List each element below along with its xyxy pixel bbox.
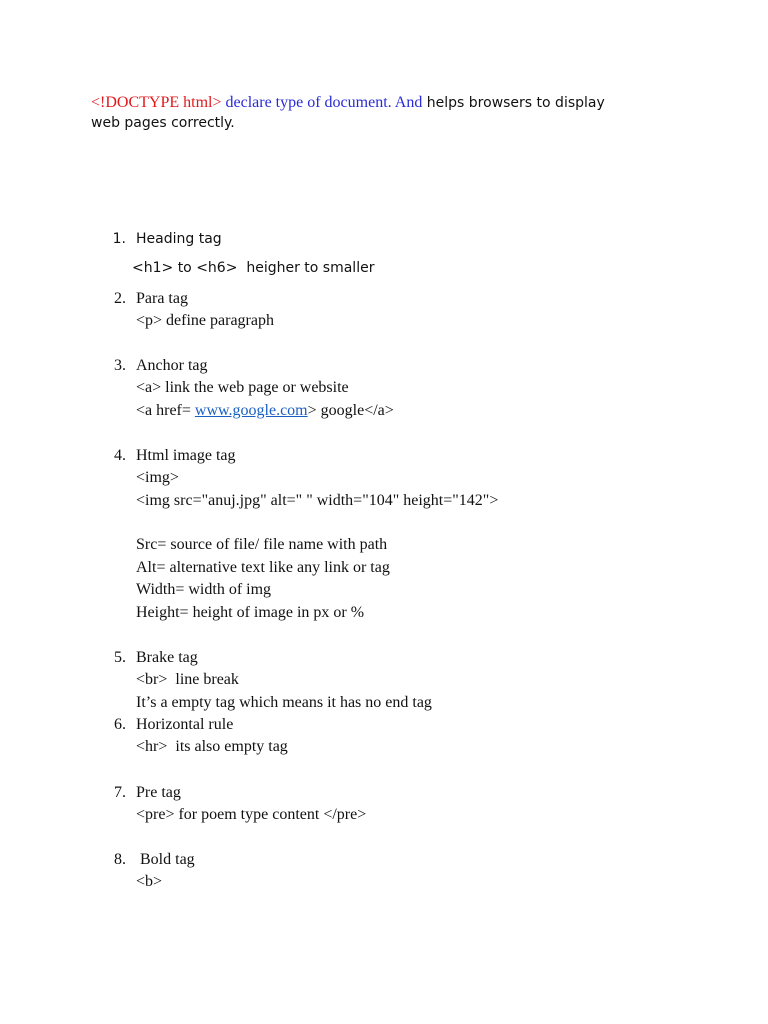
helps-text: helps browsers to display [426,95,605,111]
google-link[interactable]: www.google.com [194,402,308,419]
item-text: Src= source of file/ file name with path [136,536,388,553]
item-text: Alt= alternative text like any link or tag [136,559,390,576]
item-title-hr: Horizontal rule [136,716,234,733]
item-number: 8. [114,851,126,868]
item-text: <p> define paragraph [136,312,274,329]
intro-continued-text: web pages correctly. [91,115,235,131]
item-number: 5. [114,649,126,666]
item-title-anchor: Anchor tag [136,357,208,374]
item-title-bold: Bold tag [136,851,195,868]
item-number: 4. [114,447,126,464]
item-text: <img> [136,469,179,486]
item-text: Height= height of image in px or % [136,604,365,621]
item-number: 2. [114,290,126,307]
item-text: <hr> its also empty tag [136,738,288,755]
item-text: <a> link the web page or website [136,379,349,396]
item-number: 6. [114,716,126,733]
item-text: <b> [136,873,163,890]
item-number: 7. [114,784,126,801]
anchor-suffix: > google</a> [307,402,394,419]
item-text: <pre> for poem type content </pre> [136,806,367,823]
intro-paragraph [91,93,691,133]
item-text: <br> line break [136,671,239,688]
item-text: Width= width of img [136,581,272,598]
doctype-text: <!DOCTYPE html> [91,94,222,111]
item-number: 3. [114,357,126,374]
item-text: It’s a empty tag which means it has no end tag [136,694,432,711]
item-text: <img src="anuj.jpg" alt=" " width="104" height="142"> [136,492,499,509]
anchor-prefix: <a href= [136,402,195,419]
anchor-example-line [136,402,394,420]
item-number: 1. [112,231,126,247]
item-title-heading: Heading tag [136,231,222,247]
declare-text: declare type of document. And [225,94,423,111]
item-title-break: Brake tag [136,649,198,666]
item-title-image: Html image tag [136,447,236,464]
item-title-pre: Pre tag [136,784,181,801]
item-title-para: Para tag [136,290,188,307]
item-text: <h1> to <h6> heigher to smaller [132,260,375,276]
